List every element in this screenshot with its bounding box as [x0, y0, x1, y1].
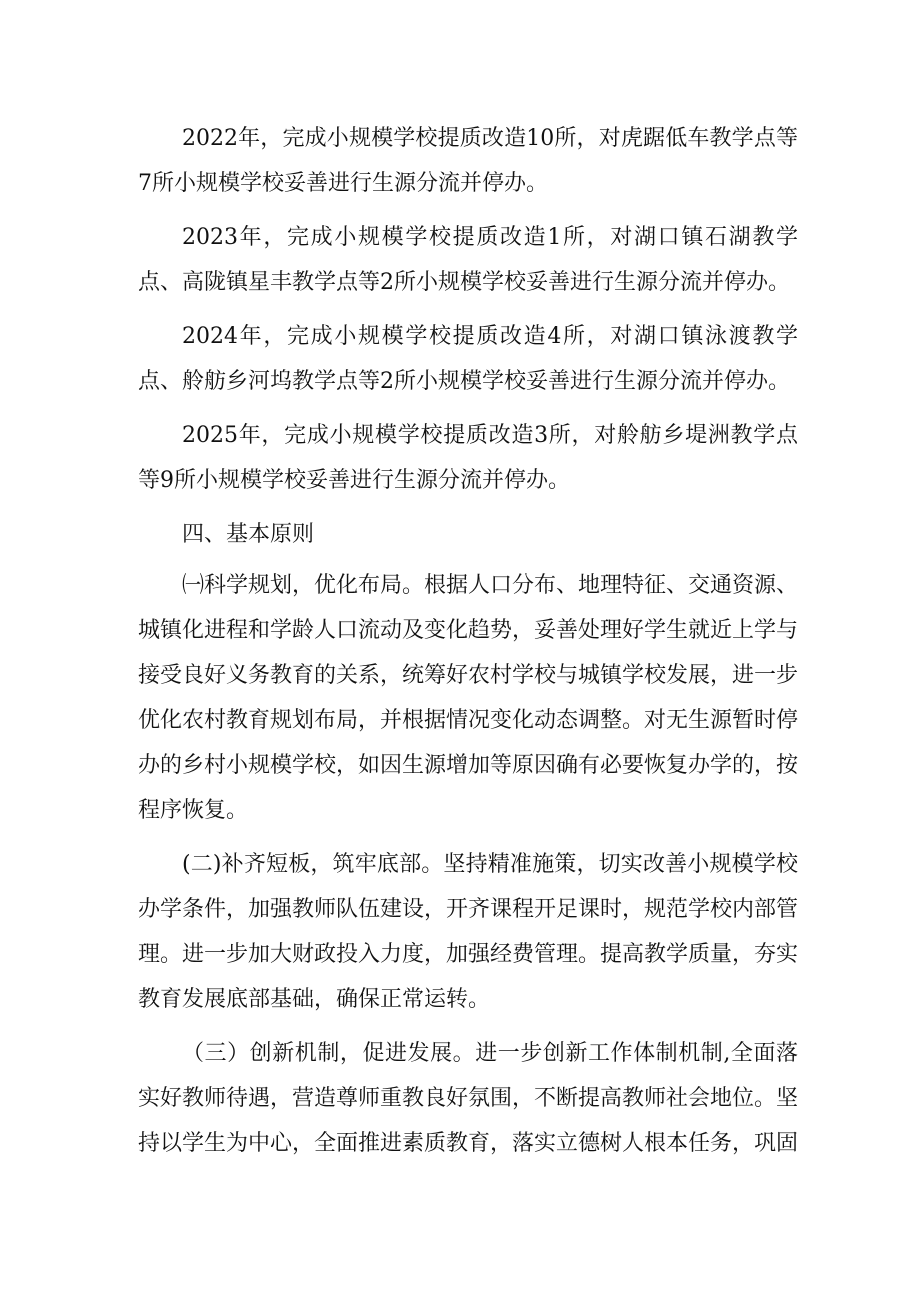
paragraph-principle-2: (二)补齐短板，筑牢底部。坚持精准施策，切实改善小规模学校办学条件，加强教师队伍建设，开齐课程开足课时，规范学校内部管理。进一步加大财政投入力度，加强经费管理。提高教学质量，夯实教育发展底部基础，确保正常运转。 — [138, 852, 799, 1012]
paragraph-2022: 2022年，完成小规模学校提质改造10所，对虎踞低车教学点等7所小规模学校妥善进行生源分流并停办。 — [138, 126, 798, 196]
section-heading-basic-principles: 四、基本原则 — [182, 522, 315, 547]
paragraph-principle-3: （三）创新机制，促进发展。进一步创新工作体制机制,全面落实好教师待遇，营造尊师重教良好氛围，不断提高教师社会地位。坚持以学生为中心，全面推进素质教育，落实立德树人根本任务，巩固 — [138, 1041, 799, 1156]
document-body — [138, 116, 798, 1175]
paragraph-principle-1: ㈠科学规划，优化布局。根据人口分布、地理特征、交通资源、城镇化进程和学龄人口流动及变化趋势，妥善处理好学生就近上学与接受良好义务教育的关系，统筹好农村学校与城镇学校发展，进一步优化农村教育规划布局，并根据情况变化动态调整。对无生源暂时停办的乡村小规模学校，如因生源增加等原因确有必要恢复办学的，按程序恢复。 — [138, 573, 799, 823]
paragraph-2025: 2025年，完成小规模学校提质改造3所，对舲舫乡堤洲教学点等9所小规模学校妥善进行生源分流并停办。 — [138, 423, 798, 493]
paragraph-2023: 2023年，完成小规模学校提质改造1所，对湖口镇石湖教学点、高陇镇星丰教学点等2所小规模学校妥善进行生源分流并停办。 — [138, 225, 798, 295]
paragraph-2024: 2024年，完成小规模学校提质改造4所，对湖口镇泳渡教学点、舲舫乡河坞教学点等2所小规模学校妥善进行生源分流并停办。 — [138, 324, 798, 394]
